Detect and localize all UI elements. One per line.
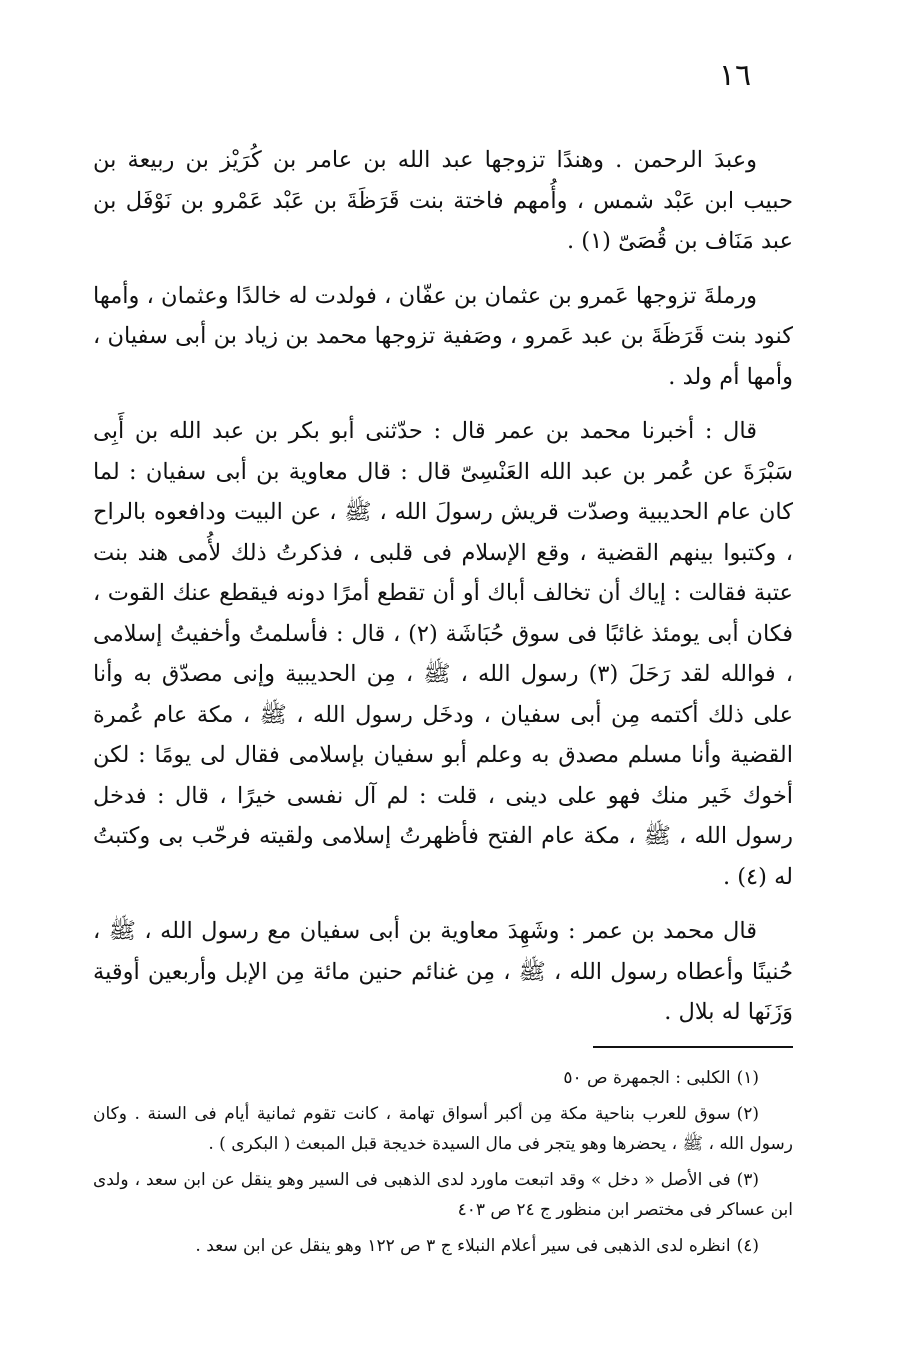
footnotes	[93, 1063, 793, 1267]
main-text	[93, 140, 793, 1047]
paragraph-4: قال محمد بن عمر : وشَهِدَ معاوية بن أبى سفيان مع رسول الله ، ﷺ ، حُنينًا وأعطاه رسول الله ، ﷺ ، مِن غنائم حنين مائة مِن الإبل وأربعين أوقية وَزَنَها له بلال .	[93, 918, 793, 1025]
footnote-number: (٣)	[736, 1170, 759, 1190]
footnote-text: انظره لدى الذهبى فى سير أعلام النبلاء ج ٣ ص ١٢٢ وهو ينقل عن ابن سعد .	[195, 1236, 731, 1256]
paragraph-3: قال : أخبرنا محمد بن عمر قال : حدّثنى أبو بكر بن عبد الله بن أَبِى سَبْرَةَ عن عُمر بن عبد الله العَنْسِىّ قال : قال معاوية بن أبى سفيان : لما كان عام الحديبية وصدّت قريش رسولَ الله ، ﷺ ، عن البيت ودافعوه بالراح ، وكتبوا بينهم القضية ، وقع الإسلام فى قلبى ، فذكرتُ ذلك لأُمى هند بنت عتبة فقالت : إياك أن تخالف أباك أو أن تقطع أمرًا دونه فيقطع عنك القوت ، فكان أبى يومئذ غائبًا فى سوق حُبَاشَة (٢) ، قال : فأسلمتُ وأخفيتُ إسلامى ، فوالله لقد رَحَلَ (٣) رسول الله ، ﷺ ، مِن الحديبية وإنى مصدّق به وأنا على ذلك أكتمه مِن أبى سفيان ، ودخَل رسول الله ، ﷺ ، مكة عام عُمرة القضية وأنا مسلم مصدق به وعلم أبو سفيان بإسلامى فقال لى يومًا : لكن أخوك خَير منك فهو على دينى ، قلت : لم آل نفسى خيرًا ، قال : فدخل رسول الله ، ﷺ ، مكة عام الفتح فأظهرتُ إسلامى ولقيته فرحّب بى وكتبتُ له (٤) .	[93, 418, 793, 890]
footnote-number: (١)	[736, 1068, 759, 1088]
paragraph-1: وعبدَ الرحمن . وهندًا تزوجها عبد الله بن عامر بن كُرَيْز بن ربيعة بن حبيب ابن عَبْد شمس ، وأُمهم فاختة بنت قَرَظَةَ بن عَبْد عَمْرو بن نَوْفَل بن عبد مَنَاف بن قُصَىّ (١) .	[93, 147, 793, 254]
page-number: ١٦	[718, 58, 752, 93]
footnote-number: (٢)	[736, 1104, 759, 1124]
footnote-text: فى الأصل « دخل » وقد اتبعت ماورد لدى الذهبى فى السير وهو ينقل عن ابن سعد ، ولدى ابن عساكر فى مختصر ابن منظور ج ٢٤ ص ٤٠٣	[93, 1170, 793, 1220]
footnote-2	[93, 1099, 793, 1159]
footnote-4	[93, 1231, 793, 1261]
footnote-divider	[593, 1046, 793, 1048]
footnote-text: سوق للعرب بناحية مكة مِن أكبر أسواق تهامة ، كانت تقوم ثمانية أيام فى السنة . وكان رسول الله ، ﷺ ، يحضرها وهو يتجر فى مال السيدة خديجة قبل المبعث ( البكرى ) .	[93, 1104, 793, 1154]
footnote-text: الكلبى : الجمهرة ص ٥٠	[563, 1068, 731, 1088]
footnote-1	[93, 1063, 793, 1093]
footnote-3	[93, 1165, 793, 1225]
footnote-number: (٤)	[736, 1236, 759, 1256]
paragraph-2: ورملةَ تزوجها عَمرو بن عثمان بن عفّان ، فولدت له خالدًا وعثمان ، وأمها كنود بنت قَرَظَةَ بن عبد عَمرو ، وصَفية تزوجها محمد بن زياد بن أبى سفيان ، وأمها أم ولد .	[93, 282, 793, 390]
